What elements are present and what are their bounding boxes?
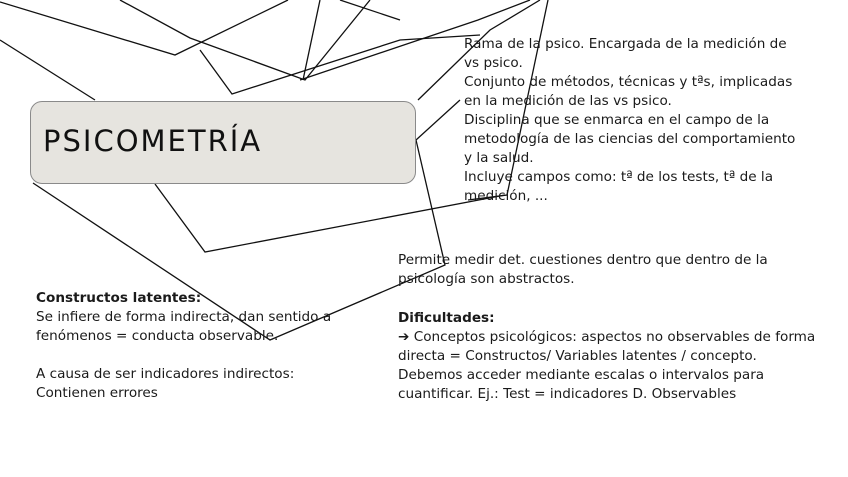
definition-line: Rama de la psico. Encargada de la medición de bbox=[464, 36, 787, 52]
title-box bbox=[30, 101, 416, 184]
definition-line: Disciplina que se enmarca en el campo de la bbox=[464, 112, 770, 128]
line-stroke bbox=[120, 0, 370, 80]
constructs-line: Contienen errores bbox=[36, 385, 158, 401]
definition-text bbox=[464, 35, 795, 206]
line-stroke bbox=[340, 0, 400, 20]
difficulties-line bbox=[398, 328, 815, 347]
line-stroke bbox=[0, 0, 288, 55]
constructs-line: fenómenos = conducta observable. bbox=[36, 328, 279, 344]
line-stroke bbox=[200, 35, 480, 94]
definition-line: vs psico. bbox=[464, 55, 523, 71]
line-stroke bbox=[0, 40, 95, 100]
measure-line: Permite medir det. cuestiones dentro que dentro de la bbox=[398, 252, 768, 268]
definition-line: Incluye campos como: tª de los tests, tª de la bbox=[464, 169, 774, 185]
constructs-heading: Constructos latentes: bbox=[36, 290, 202, 306]
measure-line: psicología son abstractos. bbox=[398, 271, 575, 287]
definition-line: y la salud. bbox=[464, 150, 534, 166]
arrow-right-icon: ➔ bbox=[398, 329, 410, 345]
definition-line: metodología de las ciencias del comportamiento bbox=[464, 131, 796, 147]
page-title: PSICOMETRÍA bbox=[43, 124, 263, 158]
difficulties-heading: Dificultades: bbox=[398, 310, 495, 326]
definition-line: en la medición de las vs psico. bbox=[464, 93, 672, 109]
difficulties-text bbox=[398, 309, 815, 404]
difficulties-line: cuantificar. Ej.: Test = indicadores D. Observables bbox=[398, 386, 737, 402]
line-stroke bbox=[155, 184, 505, 252]
measure-text bbox=[398, 251, 768, 289]
constructs-line: Se infiere de forma indirecta, dan sentido a bbox=[36, 309, 332, 325]
difficulties-line-text: Conceptos psicológicos: aspectos no observables de forma bbox=[409, 329, 816, 345]
constructs-text bbox=[36, 289, 331, 403]
constructs-line: A causa de ser indicadores indirectos: bbox=[36, 366, 295, 382]
definition-line: Conjunto de métodos, técnicas y tªs, implicadas bbox=[464, 74, 793, 90]
difficulties-line: directa = Constructos/ Variables latentes / concepto. bbox=[398, 348, 757, 364]
definition-line: medición, ... bbox=[464, 188, 548, 204]
difficulties-line: Debemos acceder mediante escalas o intervalos para bbox=[398, 367, 765, 383]
